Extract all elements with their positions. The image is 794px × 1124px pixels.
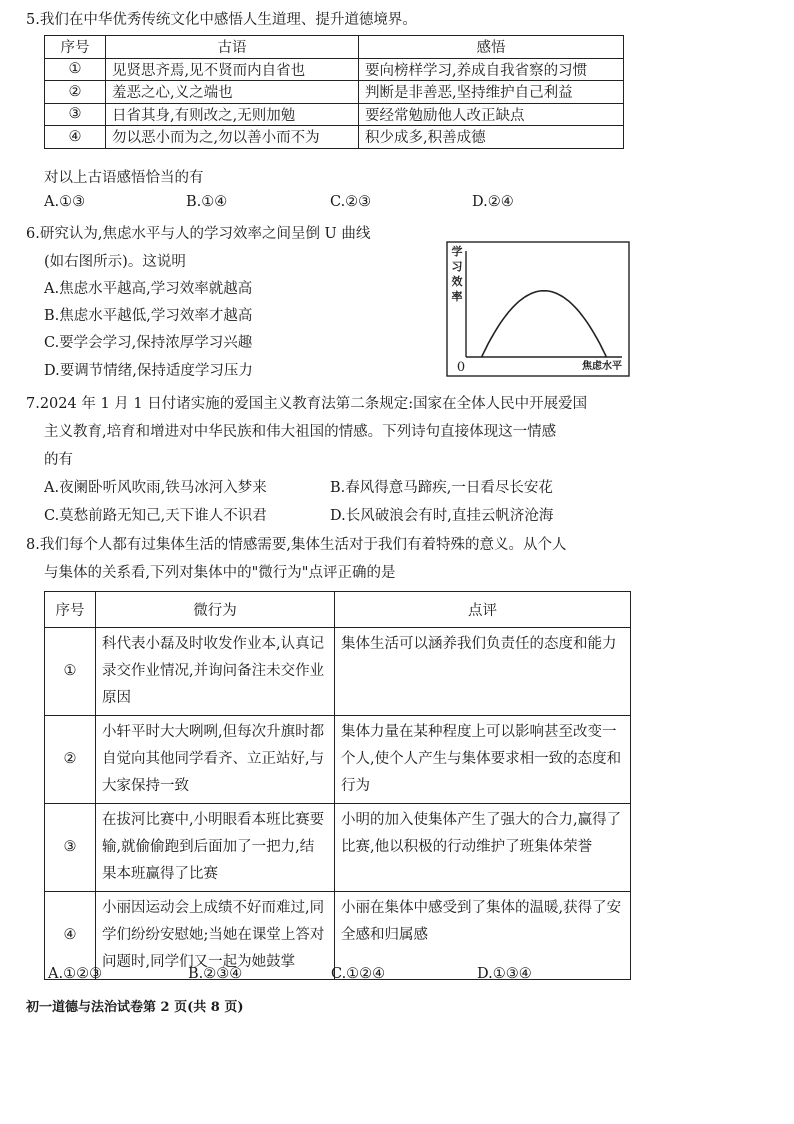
y-axis-label [452, 244, 463, 303]
q7-stem-line3: 的有 [44, 452, 73, 468]
q5-option-d[interactable]: D.②④ [472, 194, 514, 210]
q6-option-c[interactable]: C.要学会学习,保持浓厚学习兴趣 [44, 335, 253, 351]
row-index: ④ [45, 126, 106, 149]
q6-option-d[interactable]: D.要调节情绪,保持适度学习压力 [44, 363, 253, 379]
ancient-saying: 羞恶之心,义之端也 [106, 81, 359, 104]
header-micro-behavior: 微行为 [96, 592, 335, 628]
q5-table [44, 35, 624, 149]
row-index: ③ [45, 804, 96, 892]
row-index: ② [45, 81, 106, 104]
q8-option-b[interactable]: B.②③④ [188, 966, 243, 982]
row-index: ② [45, 716, 96, 804]
table-header-row [45, 592, 631, 628]
q5-option-b[interactable]: B.①④ [186, 194, 228, 210]
ancient-saying: 日省其身,有则改之,无则加勉 [106, 103, 359, 126]
ancient-saying: 见贤思齐焉,见不贤而内自省也 [106, 58, 359, 81]
q7-option-b[interactable]: B.春风得意马蹄疾,一日看尽长安花 [330, 480, 553, 496]
q8-option-d[interactable]: D.①③④ [477, 966, 532, 982]
q6-option-a[interactable]: A.焦虑水平越高,学习效率就越高 [44, 281, 253, 297]
q6-stem-line2: (如右图所示)。这说明 [44, 254, 186, 270]
q5-prompt: 对以上古语感悟恰当的有 [44, 170, 204, 186]
table-row [45, 628, 631, 716]
comment: 集体力量在某种程度上可以影响甚至改变一个人,使个人产生与集体要求相一致的态度和行为 [335, 716, 631, 804]
q7-option-d[interactable]: D.长风破浪会有时,直挂云帆济沧海 [330, 508, 554, 524]
chart-border [447, 242, 629, 376]
micro-behavior: 小轩平时大大咧咧,但每次升旗时都自觉向其他同学看齐、立正站好,与大家保持一致 [96, 716, 335, 804]
row-index: ③ [45, 103, 106, 126]
y-axis-label-char: 效 [451, 275, 463, 288]
header-index: 序号 [45, 592, 96, 628]
origin-label: 0 [456, 360, 466, 375]
table-row [45, 804, 631, 892]
q6-option-b[interactable]: B.焦虑水平越低,学习效率才越高 [44, 308, 253, 324]
q6-stem-line1: 6.研究认为,焦虑水平与人的学习效率之间呈倒 U 曲线 [26, 226, 371, 242]
q8-stem-line1: 8.我们每个人都有过集体生活的情感需要,集体生活对于我们有着特殊的意义。从个人 [26, 537, 567, 553]
y-axis-label-char: 习 [451, 260, 463, 273]
table-row [45, 103, 624, 126]
header-comment: 点评 [335, 592, 631, 628]
comment: 小明的加入使集体产生了强大的合力,赢得了比赛,他以积极的行动维护了班集体荣誉 [335, 804, 631, 892]
q7-stem-line2: 主义教育,培育和增进对中华民族和伟大祖国的情感。下列诗句直接体现这一情感 [44, 424, 557, 440]
inverted-u-curve [482, 291, 607, 357]
q8-stem-line2: 与集体的关系看,下列对集体中的"微行为"点评正确的是 [44, 565, 396, 581]
micro-behavior: 科代表小磊及时收发作业本,认真记录交作业情况,并询问备注未交作业原因 [96, 628, 335, 716]
q8-option-a[interactable]: A.①②③ [48, 966, 103, 982]
q5-option-c[interactable]: C.②③ [330, 194, 372, 210]
q7-stem-line1: 7.2024 年 1 月 1 日付诸实施的爱国主义教育法第二条规定:国家在全体人民中开展爱国 [26, 396, 588, 412]
x-axis-label: 焦虑水平 [582, 361, 622, 372]
q5-option-a[interactable]: A.①③ [44, 194, 86, 210]
table-header-row [45, 36, 624, 59]
header-ancient-saying: 古语 [106, 36, 359, 59]
table-row [45, 81, 624, 104]
insight: 要经常勉励他人改正缺点 [359, 103, 624, 126]
micro-behavior: 小丽因运动会上成绩不好而难过,同学们纷纷安慰她;当她在课堂上答对问题时,同学们又一起为她鼓掌 [96, 892, 335, 980]
q8-option-c[interactable]: C.①②④ [331, 966, 386, 982]
header-insight: 感悟 [359, 36, 624, 59]
insight: 要向榜样学习,养成自我省察的习惯 [359, 58, 624, 81]
table-row [45, 126, 624, 149]
table-row [45, 716, 631, 804]
page-footer: 初一道德与法治试卷第 2 页(共 8 页) [26, 1000, 244, 1015]
row-index: ① [45, 58, 106, 81]
header-index: 序号 [45, 36, 106, 59]
comment: 集体生活可以涵养我们负责任的态度和能力 [335, 628, 631, 716]
q8-table [44, 591, 631, 980]
row-index: ④ [45, 892, 96, 980]
ancient-saying: 勿以恶小而为之,勿以善小而不为 [106, 126, 359, 149]
q7-option-a[interactable]: A.夜阑卧听风吹雨,铁马冰河入梦来 [44, 480, 267, 496]
insight: 判断是非善恶,坚持维护自己利益 [359, 81, 624, 104]
y-axis-label-char: 学 [451, 245, 463, 258]
insight: 积少成多,积善成德 [359, 126, 624, 149]
anxiety-efficiency-chart [446, 241, 630, 377]
row-index: ① [45, 628, 96, 716]
y-axis-label-char: 率 [451, 290, 463, 303]
micro-behavior: 在拔河比赛中,小明眼看本班比赛要输,就偷偷跑到后面加了一把力,结果本班赢得了比赛 [96, 804, 335, 892]
q5-stem: 5.我们在中华优秀传统文化中感悟人生道理、提升道德境界。 [26, 12, 417, 28]
comment: 小丽在集体中感受到了集体的温暖,获得了安全感和归属感 [335, 892, 631, 980]
table-row [45, 58, 624, 81]
q7-option-c[interactable]: C.莫愁前路无知己,天下谁人不识君 [44, 508, 267, 524]
